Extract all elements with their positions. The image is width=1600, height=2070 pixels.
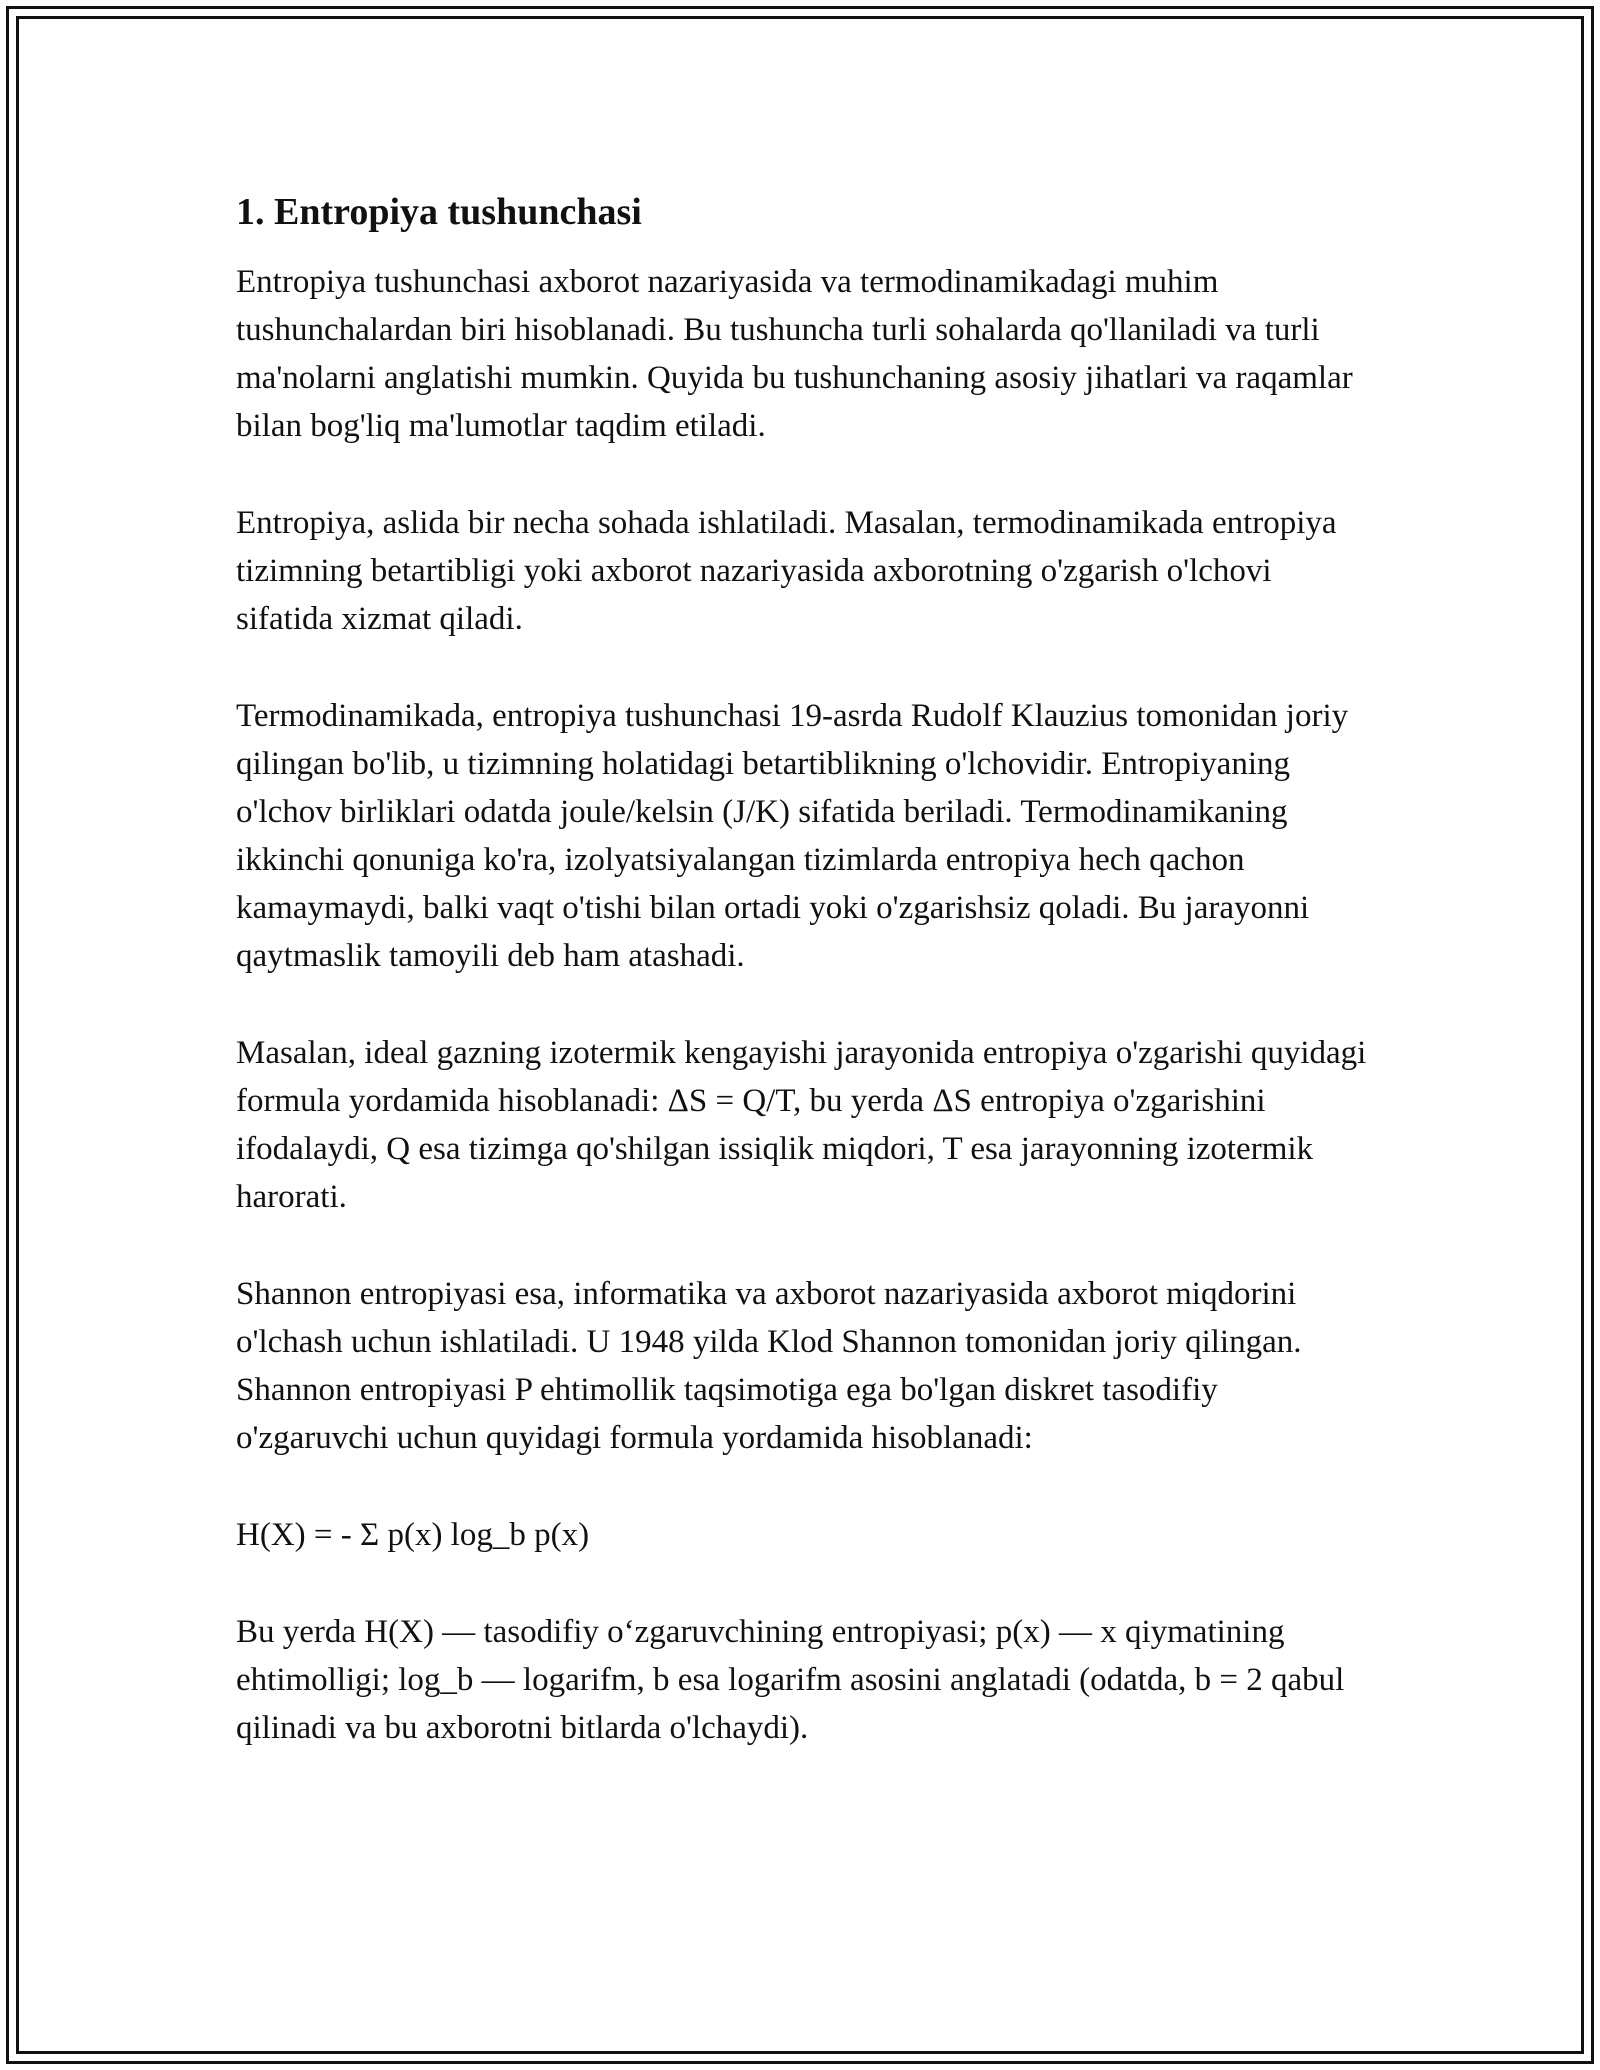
formula-shannon-entropy: H(X) = - Σ p(x) log_b p(x): [236, 1517, 590, 1553]
document-body: [236, 186, 1376, 1801]
paragraph-shannon: Shannon entropiyasi esa, informatika va axborot nazariyasida axborot miqdorini o'lchash uchun ishlatiladi. U 1948 yilda Klod Shannon tomonidan joriy qilingan. Shannon entropiyasi P ehtimollik taqsimotiga ega bo'lgan diskret tasodifiy o'zgaruvchi uchun quyidagi formula yordamida hisoblanadi:: [236, 1276, 1302, 1456]
paragraph-usage: Entropiya, aslida bir necha sohada ishlatiladi. Masalan, termodinamikada entropiya tizimning betartibligi yoki axborot nazariyasida axborotning o'zgarish o'lchovi sifatida xizmat qiladi.: [236, 505, 1337, 637]
paragraph-intro: Entropiya tushunchasi axborot nazariyasida va termodinamikadagi muhim tushunchalardan biri hisoblanadi. Bu tushuncha turli sohalarda qo'llaniladi va turli ma'nolarni anglatishi mumkin. Quyida bu tushunchaning asosiy jihatlari va raqamlar bilan bog'liq ma'lumotlar taqdim etiladi.: [236, 264, 1353, 444]
section-heading: 1. Entropiya tushunchasi: [236, 191, 642, 233]
paragraph-isothermal-example: Masalan, ideal gazning izotermik kengayishi jarayonida entropiya o'zgarishi quyidagi formula yordamida hisoblanadi: ΔS = Q/T, bu yerda ΔS entropiya o'zgarishini ifodalaydi, Q esa tizimga qo'shilgan issiqlik miqdori, T esa jarayonning izotermik harorati.: [236, 1035, 1367, 1215]
paragraph-thermodynamics: Termodinamikada, entropiya tushunchasi 19-asrda Rudolf Klauzius tomonidan joriy qilingan bo'lib, u tizimning holatidagi betartiblikning o'lchovidir. Entropiyaning o'lchov birliklari odatda joule/kelsin (J/K) sifatida beriladi. Termodinamikaning ikkinchi qonuniga ko'ra, izolyatsiyalangan tizimlarda entropiya hech qachon kamaymaydi, balki vaqt o'tishi bilan ortadi yoki o'zgarishsiz qoladi. Bu jarayonni qaytmaslik tamoyili deb ham atashadi.: [236, 698, 1349, 974]
paragraph-formula-explanation: Bu yerda H(X) — tasodifiy o‘zgaruvchining entropiyasi; p(x) — x qiymatining ehtimolligi; log_b — logarifm, b esa logarifm asosini anglatadi (odatda, b = 2 qabul qilinadi va bu axborotni bitlarda o'lchaydi).: [236, 1614, 1345, 1746]
